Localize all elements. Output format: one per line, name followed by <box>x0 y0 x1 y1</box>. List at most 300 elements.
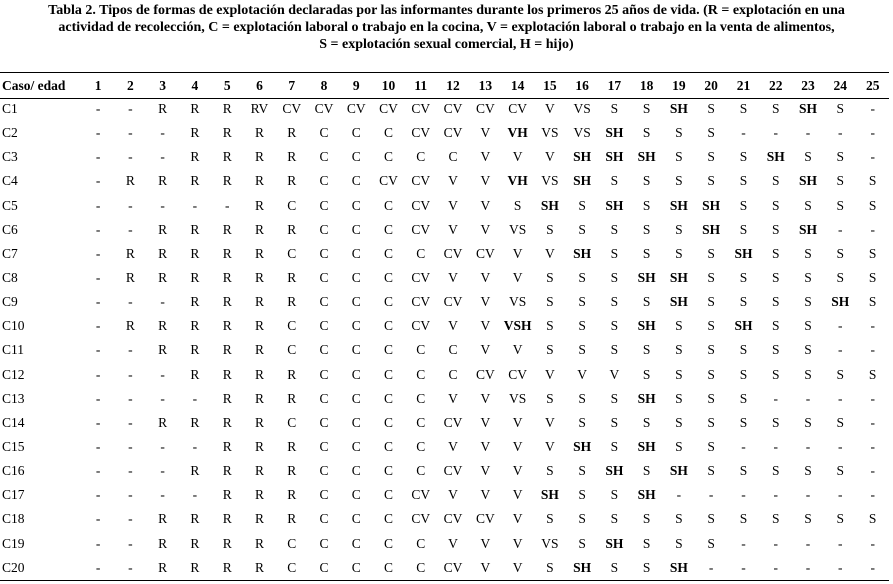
table-cell: C <box>384 487 394 503</box>
table-row <box>0 314 889 338</box>
table-row <box>0 266 889 290</box>
table-cell: R <box>190 101 200 117</box>
table-cell: V <box>544 414 555 430</box>
table-cell: C <box>287 197 297 213</box>
table-cell: C <box>319 535 329 551</box>
table-cell: - <box>837 125 843 141</box>
table-cell: R <box>190 245 200 261</box>
table-cell: R <box>222 463 232 479</box>
table-cell: R <box>222 487 232 503</box>
table-cell: S <box>868 173 877 189</box>
header-age-4: 4 <box>191 77 199 93</box>
table-cell: V <box>480 173 491 189</box>
table-row <box>0 532 889 556</box>
table-cell: - <box>741 559 746 575</box>
table-cell: R <box>254 342 264 358</box>
table-cell: R <box>190 414 200 430</box>
header-row <box>0 74 889 97</box>
table-cell: - <box>95 439 101 455</box>
table-cell: S <box>868 366 877 382</box>
case-label: C18 <box>2 511 25 527</box>
table-cell: SH <box>637 149 656 165</box>
table-cell: R <box>190 294 200 310</box>
table-cell: S <box>771 173 780 189</box>
table-cell: R <box>222 221 232 237</box>
table-cell: CV <box>411 270 431 286</box>
table-cell: R <box>190 463 200 479</box>
table-cell: C <box>351 487 361 503</box>
table-cell: S <box>739 342 748 358</box>
table-cell: S <box>675 125 683 141</box>
table-cell: - <box>160 463 165 479</box>
table-cell: S <box>868 511 877 527</box>
table-cell: C <box>448 342 458 358</box>
table-cell: S <box>578 463 586 479</box>
table-cell: R <box>158 173 168 189</box>
table-cell: S <box>739 390 748 406</box>
table-cell: C <box>351 197 361 213</box>
table-cell: SH <box>540 487 559 503</box>
table-cell: SH <box>637 487 656 503</box>
table-cell: - <box>837 318 843 334</box>
case-label: C13 <box>2 390 25 406</box>
table-cell: C <box>351 270 361 286</box>
table-cell: R <box>254 463 264 479</box>
table-cell: R <box>287 125 297 141</box>
table-cell: R <box>190 535 200 551</box>
case-label: C15 <box>2 439 25 455</box>
table-cell: SH <box>573 559 592 575</box>
table-cell: - <box>95 197 101 213</box>
exploitation-table <box>0 74 889 580</box>
table-cell: S <box>739 270 748 286</box>
table-row <box>0 218 889 242</box>
table-cell: R <box>287 439 297 455</box>
table-cell: S <box>771 197 780 213</box>
table-cell: S <box>739 294 748 310</box>
table-cell: R <box>158 414 168 430</box>
table-cell: S <box>804 149 812 165</box>
table-cell: CV <box>443 101 463 117</box>
table-cell: S <box>675 511 683 527</box>
table-cell: - <box>773 559 778 575</box>
table-cell: CV <box>475 366 495 382</box>
table-cell: SH <box>605 463 624 479</box>
header-age-9: 9 <box>352 77 360 93</box>
table-cell: - <box>837 221 843 237</box>
table-cell: C <box>384 535 394 551</box>
table-cell: S <box>804 342 812 358</box>
table-cell: - <box>95 414 101 430</box>
table-cell: - <box>741 535 746 551</box>
table-cell: R <box>287 270 297 286</box>
table-cell: V <box>480 270 491 286</box>
table-cell: - <box>95 487 101 503</box>
table-cell: - <box>95 366 101 382</box>
table-cell: CV <box>379 101 398 117</box>
table-cell: - <box>708 559 714 575</box>
table-cell: - <box>192 487 198 503</box>
table-row <box>0 363 889 387</box>
table-cell: R <box>287 487 297 503</box>
table-cell: C <box>384 390 394 406</box>
table-cell: C <box>287 414 297 430</box>
table-cell: R <box>254 149 264 165</box>
table-cell: CV <box>411 511 431 527</box>
table-cell: R <box>190 149 200 165</box>
table-cell: R <box>287 511 297 527</box>
table-cell: C <box>384 197 394 213</box>
table-cell: S <box>610 511 619 527</box>
table-cell: S <box>707 294 715 310</box>
table-cell: R <box>222 366 232 382</box>
table-cell: S <box>707 511 715 527</box>
table-cell: - <box>128 149 133 165</box>
case-label: C9 <box>2 294 18 310</box>
table-cell: V <box>512 535 523 551</box>
table-cell: R <box>222 439 232 455</box>
table-cell: R <box>190 559 200 575</box>
table-cell: C <box>416 366 426 382</box>
table-cell: S <box>804 245 812 261</box>
table-cell: S <box>675 414 683 430</box>
table-cell: SH <box>573 149 592 165</box>
table-cell: S <box>739 511 748 527</box>
table-cell: V <box>512 342 523 358</box>
table-cell: C <box>319 511 329 527</box>
table-cell: S <box>707 463 715 479</box>
table-cell: C <box>351 318 361 334</box>
table-cell: SH <box>798 101 817 117</box>
table-cell: R <box>254 559 264 575</box>
table-cell: S <box>804 318 812 334</box>
case-label: C2 <box>2 125 18 141</box>
table-cell: SH <box>669 294 688 310</box>
table-cell: - <box>95 318 101 334</box>
table-cell: C <box>384 463 394 479</box>
table-cell: - <box>160 366 165 382</box>
table-cell: V <box>544 439 555 455</box>
table-cell: SH <box>669 101 688 117</box>
case-label: C10 <box>2 318 25 334</box>
table-cell: C <box>351 245 361 261</box>
table-cell: S <box>804 511 812 527</box>
table-cell: R <box>158 535 168 551</box>
table-cell: V <box>448 390 458 406</box>
table-cell: CV <box>411 197 431 213</box>
table-cell: S <box>707 439 715 455</box>
table-cell: S <box>804 197 812 213</box>
table-cell: - <box>128 221 133 237</box>
table-cell: S <box>675 245 683 261</box>
table-cell: - <box>870 414 875 430</box>
table-cell: S <box>707 366 715 382</box>
header-age-8: 8 <box>320 77 328 93</box>
table-cell: S <box>546 463 554 479</box>
table-cell: S <box>836 197 844 213</box>
table-cell: C <box>384 342 394 358</box>
table-cell: R <box>158 221 168 237</box>
table-cell: CV <box>475 101 495 117</box>
table-cell: R <box>222 318 232 334</box>
table-cell: V <box>448 197 458 213</box>
table-cell: C <box>351 535 361 551</box>
table-cell: - <box>870 390 875 406</box>
table-cell: V <box>480 463 491 479</box>
table-cell: R <box>190 342 200 358</box>
table-cell: CV <box>346 101 366 117</box>
table-cell: S <box>546 342 554 358</box>
case-label: C6 <box>2 221 18 237</box>
table-body <box>0 97 889 580</box>
table-cell: C <box>351 294 361 310</box>
table-cell: VS <box>508 221 527 237</box>
table-cell: - <box>128 197 133 213</box>
table-cell: SH <box>637 270 656 286</box>
table-cell: - <box>805 390 811 406</box>
table-cell: S <box>642 535 651 551</box>
table-cell: R <box>158 270 168 286</box>
table-cell: C <box>319 342 329 358</box>
table-cell: S <box>642 197 651 213</box>
table-cell: C <box>416 390 426 406</box>
table-cell: SH <box>798 173 817 189</box>
table-cell: S <box>836 511 844 527</box>
table-cell: S <box>610 173 619 189</box>
table-cell: SH <box>702 221 721 237</box>
table-row <box>0 121 889 145</box>
table-cell: V <box>544 101 555 117</box>
table-cell: S <box>868 294 877 310</box>
table-cell: R <box>190 366 200 382</box>
table-cell: - <box>160 294 165 310</box>
table-cell: R <box>222 245 232 261</box>
table-cell: C <box>384 221 394 237</box>
table-cell: S <box>578 221 586 237</box>
table-cell: C <box>384 294 394 310</box>
table-cell: SH <box>702 197 721 213</box>
table-cell: SH <box>669 559 688 575</box>
table-cell: R <box>254 511 264 527</box>
table-cell: - <box>128 511 133 527</box>
table-cell: - <box>773 390 778 406</box>
table-cell: S <box>610 342 619 358</box>
table-cell: C <box>319 463 329 479</box>
table-cell: S <box>836 270 844 286</box>
table-cell: CV <box>443 245 463 261</box>
header-age-6: 6 <box>256 77 263 93</box>
table-cell: S <box>804 294 812 310</box>
table-cell: C <box>287 559 297 575</box>
table-cell: S <box>642 294 651 310</box>
top-rule <box>0 72 889 73</box>
table-cell: S <box>642 463 651 479</box>
table-cell: S <box>675 390 683 406</box>
table-row <box>0 97 889 121</box>
table-cell: R <box>254 414 264 430</box>
table-cell: CV <box>443 463 463 479</box>
table-cell: S <box>771 414 780 430</box>
table-cell: - <box>95 149 101 165</box>
table-cell: SH <box>605 125 624 141</box>
header-age-22: 22 <box>768 77 783 93</box>
table-row <box>0 459 889 483</box>
table-cell: R <box>158 101 168 117</box>
caption-line-3: S = explotación sexual comercial, H = hijo) <box>319 37 574 52</box>
table-cell: R <box>287 463 297 479</box>
table-cell: RV <box>250 101 269 117</box>
table-cell: - <box>870 463 875 479</box>
table-cell: CV <box>411 125 431 141</box>
table-cell: CV <box>282 101 302 117</box>
table-cell: - <box>160 439 165 455</box>
table-cell: V <box>577 366 587 382</box>
table-cell: S <box>771 221 780 237</box>
table-cell: S <box>707 414 715 430</box>
table-cell: C <box>351 173 361 189</box>
header-age-18: 18 <box>639 77 654 93</box>
table-cell: R <box>222 535 232 551</box>
table-cell: VS <box>508 390 527 406</box>
table-cell: VS <box>541 125 559 141</box>
table-cell: SH <box>573 245 592 261</box>
table-cell: - <box>870 535 875 551</box>
table-cell: - <box>870 487 875 503</box>
table-cell: SH <box>573 439 592 455</box>
table-cell: S <box>836 414 844 430</box>
table-row <box>0 556 889 580</box>
table-cell: C <box>351 125 361 141</box>
table-cell: S <box>771 511 780 527</box>
table-cell: - <box>95 511 101 527</box>
table-cell: - <box>128 439 133 455</box>
table-cell: S <box>578 414 586 430</box>
table-cell: - <box>128 463 133 479</box>
table-cell: S <box>610 559 619 575</box>
table-cell: - <box>676 487 682 503</box>
table-cell: R <box>222 390 232 406</box>
table-cell: CV <box>443 125 463 141</box>
table-cell: SH <box>734 318 753 334</box>
table-cell: S <box>707 149 715 165</box>
case-label: C16 <box>2 463 25 479</box>
table-cell: - <box>870 559 875 575</box>
table-cell: C <box>351 511 361 527</box>
case-label: C14 <box>2 414 25 430</box>
case-label: C3 <box>2 149 18 165</box>
table-cell: S <box>546 559 554 575</box>
table-cell: - <box>837 342 843 358</box>
table-row <box>0 435 889 459</box>
table-cell: SH <box>573 173 592 189</box>
header-age-2: 2 <box>127 77 134 93</box>
header-age-24: 24 <box>833 77 847 93</box>
table-cell: - <box>128 294 133 310</box>
table-row <box>0 145 889 169</box>
table-cell: S <box>836 101 844 117</box>
table-cell: S <box>739 149 748 165</box>
table-cell: C <box>351 342 361 358</box>
table-cell: S <box>771 463 780 479</box>
header-age-5: 5 <box>223 77 231 93</box>
table-cell: R <box>222 414 232 430</box>
table-cell: - <box>95 559 101 575</box>
table-cell: SH <box>605 535 624 551</box>
table-cell: V <box>448 487 458 503</box>
table-cell: S <box>739 463 748 479</box>
table-cell: R <box>222 270 232 286</box>
table-cell: - <box>741 439 746 455</box>
table-cell: S <box>610 439 619 455</box>
table-cell: C <box>351 463 361 479</box>
table-cell: - <box>837 390 843 406</box>
table-cell: R <box>287 149 297 165</box>
table-cell: R <box>254 221 264 237</box>
table-cell: C <box>319 318 329 334</box>
table-cell: S <box>675 439 683 455</box>
table-cell: R <box>254 535 264 551</box>
table-cell: - <box>160 197 165 213</box>
table-row <box>0 338 889 362</box>
table-cell: V <box>480 197 491 213</box>
table-cell: - <box>837 439 843 455</box>
case-label: C20 <box>2 559 25 575</box>
table-cell: CV <box>411 173 431 189</box>
table-cell: V <box>544 366 555 382</box>
table-cell: S <box>610 294 619 310</box>
table-cell: SH <box>637 318 656 334</box>
table-cell: S <box>642 366 651 382</box>
table-cell: C <box>319 197 329 213</box>
table-cell: - <box>95 221 101 237</box>
case-label: C4 <box>2 173 18 189</box>
table-cell: V <box>512 487 523 503</box>
table-cell: V <box>480 414 491 430</box>
table-cell: V <box>609 366 620 382</box>
table-cell: S <box>804 463 812 479</box>
table-cell: C <box>416 463 426 479</box>
table-cell: - <box>224 197 230 213</box>
table-cell: C <box>287 318 297 334</box>
table-cell: R <box>222 173 232 189</box>
table-cell: C <box>384 149 394 165</box>
table-cell: VH <box>507 173 528 189</box>
table-cell: V <box>512 463 523 479</box>
table-cell: R <box>158 511 168 527</box>
table-cell: - <box>870 342 875 358</box>
table-cell: R <box>125 245 135 261</box>
table-cell: - <box>805 125 811 141</box>
table-cell: C <box>416 559 426 575</box>
table-cell: R <box>254 197 264 213</box>
case-label: C8 <box>2 270 18 286</box>
table-cell: S <box>836 366 844 382</box>
table-cell: - <box>773 487 778 503</box>
table-cell: C <box>384 439 394 455</box>
table-cell: S <box>642 414 651 430</box>
table-cell: V <box>512 149 523 165</box>
table-cell: S <box>739 101 748 117</box>
table-cell: S <box>546 390 554 406</box>
table-cell: S <box>868 197 877 213</box>
table-cell: - <box>128 366 133 382</box>
table-cell: V <box>512 511 523 527</box>
table-cell: C <box>448 149 458 165</box>
table-cell: R <box>287 221 297 237</box>
table-cell: - <box>805 439 811 455</box>
table-cell: S <box>578 270 586 286</box>
table-cell: V <box>448 318 458 334</box>
